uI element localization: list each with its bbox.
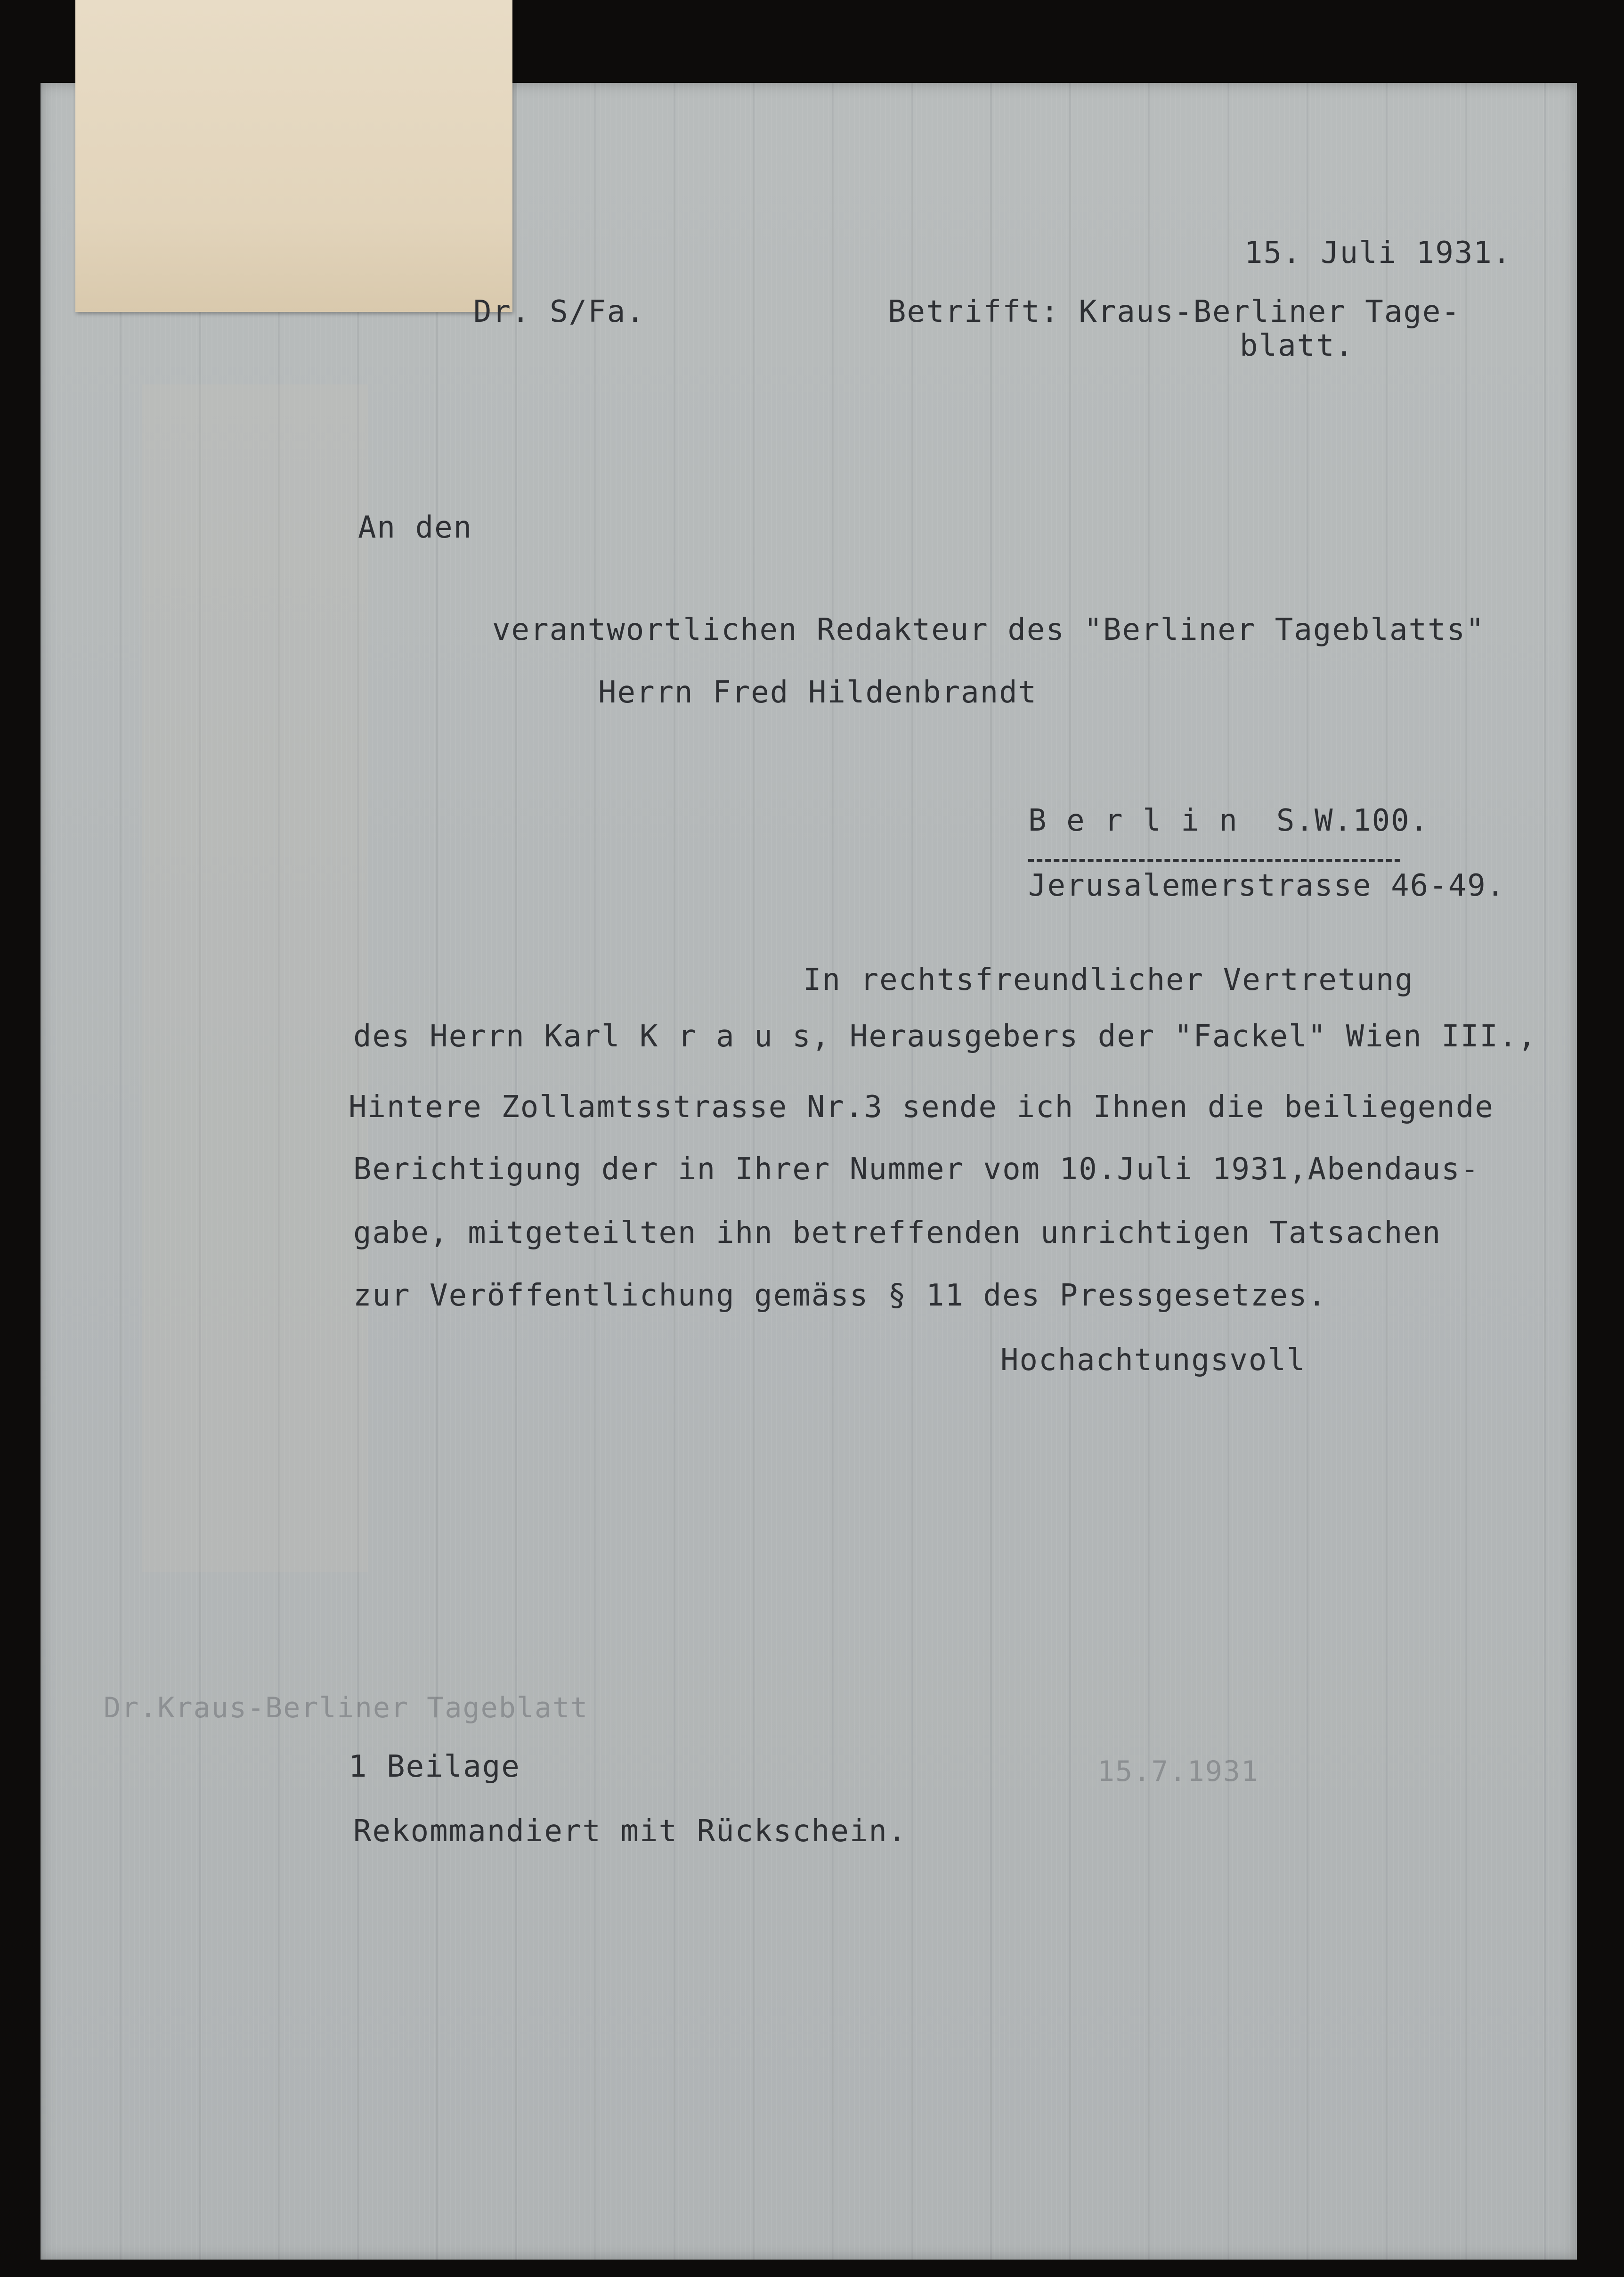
letter-date: 15. Juli 1931. xyxy=(1244,236,1512,270)
body-line: gabe, mitgeteilten ihn betreffenden unrichtigen Tatsachen xyxy=(353,1216,1442,1250)
body-line: Hintere Zollamtsstrasse Nr.3 sende ich Ihnen die beiliegende xyxy=(349,1090,1494,1125)
letter-subject-line1: Betrifft: Kraus-Berliner Tage- xyxy=(888,294,1461,329)
letter-reference: Dr. S/Fa. xyxy=(473,294,645,329)
letter-street: Jerusalemerstrasse 46-49. xyxy=(1028,868,1506,903)
offset-imprint-text: Dr.Kraus-Berliner Tageblatt xyxy=(104,1691,589,1724)
body-line: In rechtsfreundlicher Vertretung xyxy=(803,963,1414,997)
offset-imprint-date: 15.7.1931 xyxy=(1097,1755,1259,1788)
body-line: zur Veröffentlichung gemäss § 11 des Pressgesetzes. xyxy=(353,1278,1327,1313)
paper-stain xyxy=(142,384,368,1572)
letter-subject-line2: blatt. xyxy=(1240,328,1355,363)
letter-recipient-line1: verantwortlichen Redakteur des "Berliner Tageblatts" xyxy=(492,612,1485,647)
body-line: des Herrn Karl K r a u s, Herausgebers der "Fackel" Wien III., xyxy=(353,1019,1537,1054)
body-line: Berichtigung der in Ihrer Nummer vom 10.Juli 1931,Abendaus- xyxy=(353,1152,1480,1187)
letter-enclosure: 1 Beilage xyxy=(349,1749,520,1784)
letter-closing: Hochachtungsvoll xyxy=(1000,1343,1306,1378)
letter-recipient-line2: Herrn Fred Hildenbrandt xyxy=(598,675,1038,710)
letter-city: B e r l i n S.W.100. xyxy=(1028,803,1429,838)
letter-registered: Rekommandiert mit Rückschein. xyxy=(353,1814,907,1849)
paper-tab xyxy=(75,0,512,312)
city-underline xyxy=(1028,859,1400,862)
letter-salutation: An den xyxy=(358,510,473,545)
